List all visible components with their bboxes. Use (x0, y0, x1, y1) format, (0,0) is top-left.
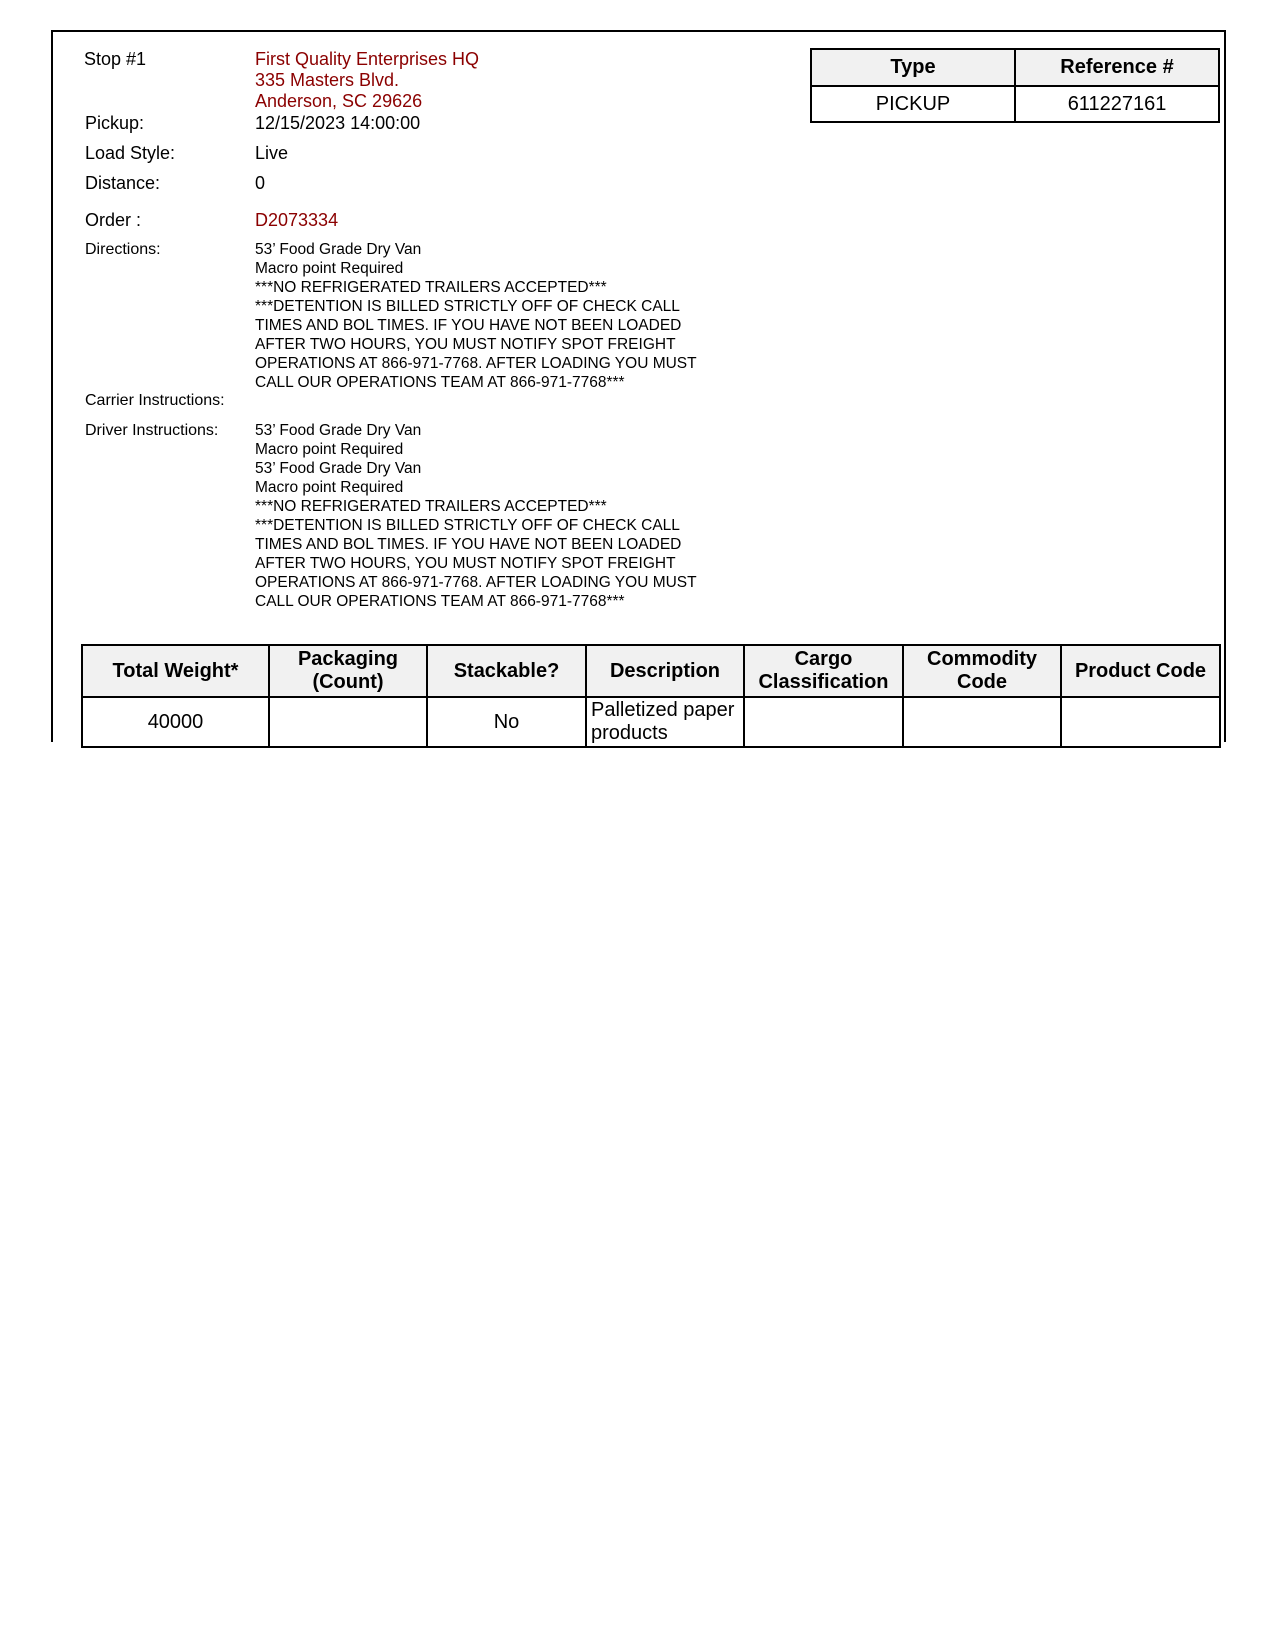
distance-value: 0 (255, 173, 266, 193)
cargo-row (82, 697, 1220, 747)
directions-text (255, 240, 697, 392)
driver-instructions-line: 53’ Food Grade Dry Van (255, 422, 422, 439)
stackable-header: Stackable? (427, 645, 586, 697)
load-style-value: Live (255, 143, 289, 163)
packaging-header-line: Packaging (297, 648, 399, 670)
description-line: Palletized paper (591, 699, 735, 721)
driver-instructions-line: AFTER TWO HOURS, YOU MUST NOTIFY SPOT FREIGHT (255, 555, 676, 572)
driver-instructions-text (255, 421, 697, 611)
cargo-classification-cell (744, 697, 903, 747)
commodity-code-header-line: Code (957, 671, 1007, 693)
packaging-header (269, 645, 427, 697)
directions-label: Directions: (85, 241, 161, 258)
cargo-classification-header-line: Classification (758, 671, 889, 693)
total-weight-cell: 40000 (82, 697, 269, 747)
cargo-header-row (82, 645, 1220, 697)
driver-instructions-line: TIMES AND BOL TIMES. IF YOU HAVE NOT BEEN LOADED (255, 536, 682, 553)
distance-label: Distance: (85, 173, 161, 193)
driver-instructions-line: Macro point Required (255, 479, 404, 496)
cargo-table (81, 644, 1221, 748)
cargo-classification-header (744, 645, 903, 697)
driver-instructions-line: OPERATIONS AT 866-971-7768. AFTER LOADING YOU MUST (255, 574, 697, 591)
reference-cell: 611227161 (1015, 86, 1219, 122)
address-line-1: 335 Masters Blvd. (255, 70, 400, 90)
product-code-cell (1061, 697, 1220, 747)
directions-line: ***NO REFRIGERATED TRAILERS ACCEPTED*** (255, 279, 607, 296)
commodity-code-cell (903, 697, 1061, 747)
order-label: Order : (85, 210, 142, 230)
stackable-cell: No (427, 697, 586, 747)
driver-instructions-line: CALL OUR OPERATIONS TEAM AT 866-971-7768*** (255, 593, 625, 610)
load-style-label: Load Style: (85, 143, 176, 163)
directions-line: ***DETENTION IS BILLED STRICTLY OFF OF CHECK CALL (255, 298, 680, 315)
description-header: Description (586, 645, 744, 697)
directions-line: 53’ Food Grade Dry Van (255, 241, 422, 258)
commodity-code-header (903, 645, 1061, 697)
driver-instructions-line: 53’ Food Grade Dry Van (255, 460, 422, 477)
directions-line: CALL OUR OPERATIONS TEAM AT 866-971-7768*** (255, 374, 625, 391)
commodity-code-header-line: Commodity (927, 648, 1037, 670)
reference-table (810, 48, 1220, 123)
pickup-label: Pickup: (85, 113, 145, 133)
driver-instructions-label: Driver Instructions: (85, 422, 219, 439)
packaging-cell (269, 697, 427, 747)
description-cell (586, 697, 744, 747)
stop-label: Stop #1 (84, 49, 147, 69)
cargo-classification-header-line: Cargo (794, 648, 853, 670)
pickup-value: 12/15/2023 14:00:00 (255, 113, 421, 133)
type-cell: PICKUP (811, 86, 1015, 122)
address-line-2: Anderson, SC 29626 (255, 91, 423, 111)
company-name: First Quality Enterprises HQ (255, 49, 480, 69)
packaging-header-line: (Count) (312, 671, 384, 693)
description-line: products (591, 722, 668, 744)
type-header: Type (811, 49, 1015, 86)
product-code-header: Product Code (1061, 645, 1220, 697)
total-weight-header: Total Weight* (82, 645, 269, 697)
directions-line: OPERATIONS AT 866-971-7768. AFTER LOADING YOU MUST (255, 355, 697, 372)
order-value: D2073334 (255, 210, 339, 230)
directions-line: TIMES AND BOL TIMES. IF YOU HAVE NOT BEEN LOADED (255, 317, 682, 334)
directions-line: AFTER TWO HOURS, YOU MUST NOTIFY SPOT FREIGHT (255, 336, 676, 353)
driver-instructions-line: Macro point Required (255, 441, 404, 458)
directions-line: Macro point Required (255, 260, 404, 277)
driver-instructions-line: ***DETENTION IS BILLED STRICTLY OFF OF CHECK CALL (255, 517, 680, 534)
reference-header: Reference # (1015, 49, 1219, 86)
driver-instructions-line: ***NO REFRIGERATED TRAILERS ACCEPTED*** (255, 498, 607, 515)
carrier-instructions-label: Carrier Instructions: (85, 392, 225, 409)
